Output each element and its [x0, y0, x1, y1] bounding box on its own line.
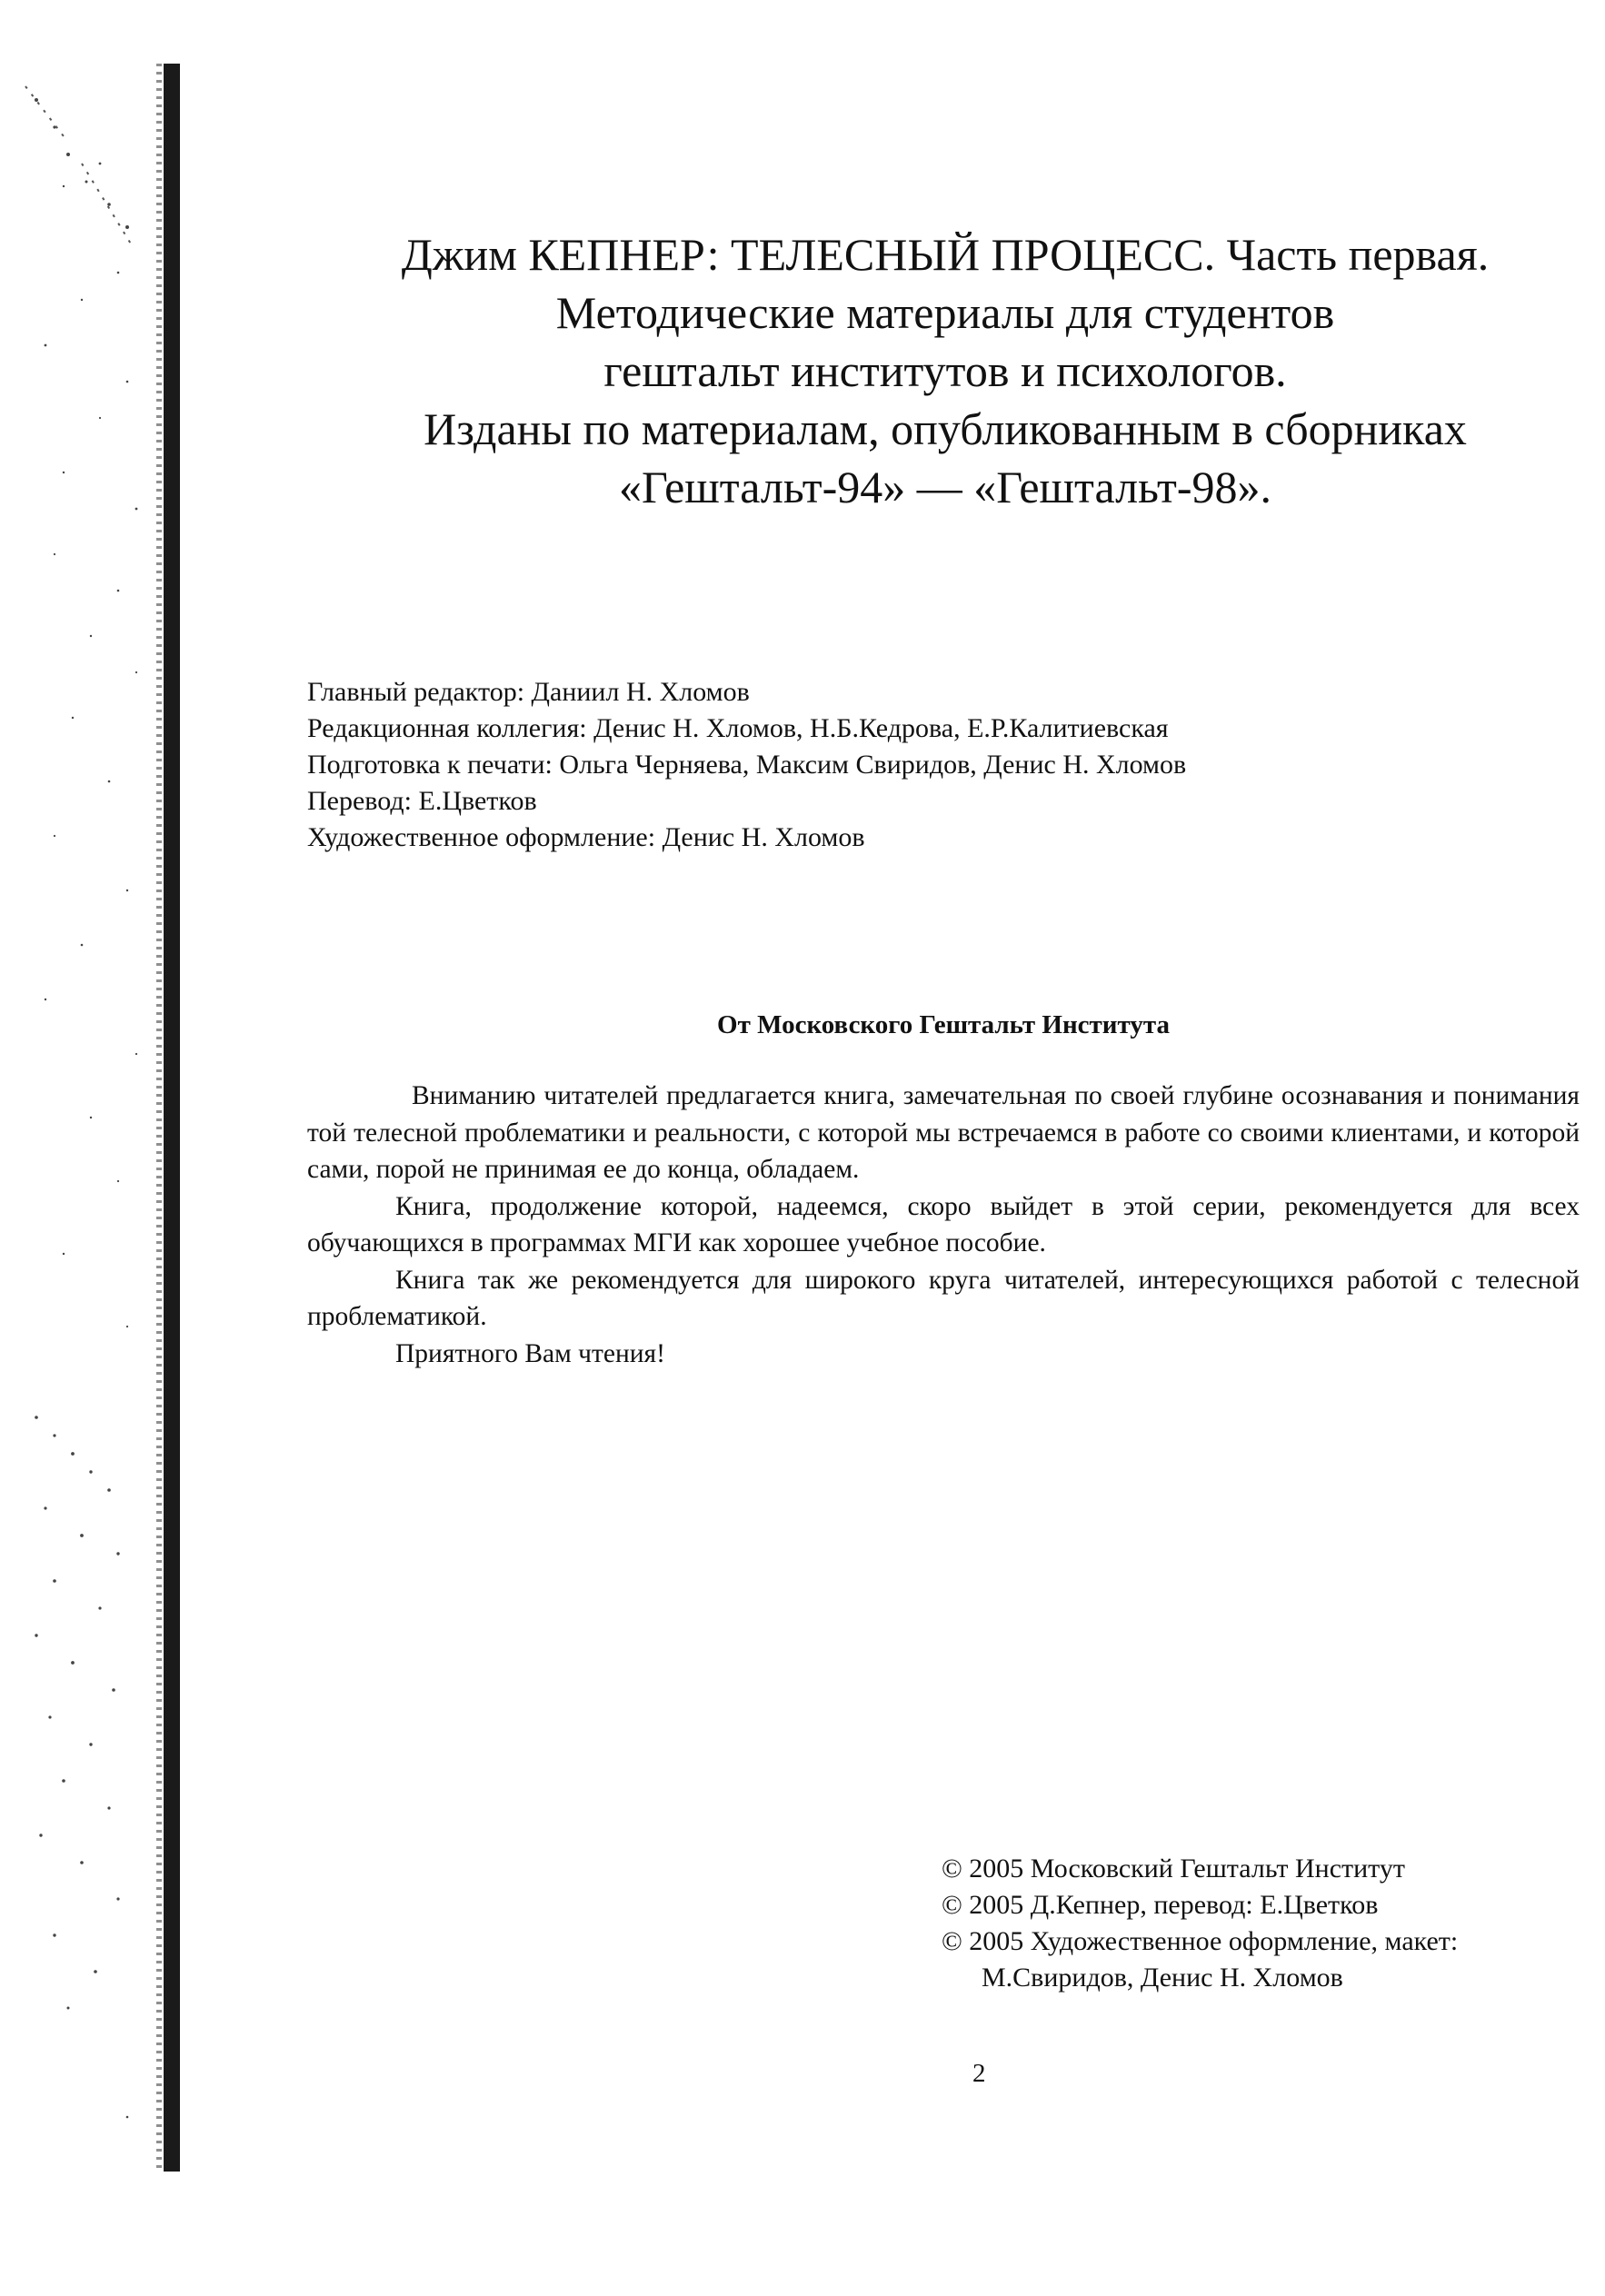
foreword-paragraph: Книга так же рекомендуется для широкого круга читателей, интересующихся работой с телесной проблематикой.	[307, 1265, 1580, 1331]
credit-prepress: Подготовка к печати: Ольга Черняева, Максим Свиридов, Денис Н. Хломов	[307, 750, 1187, 780]
editorial-credits	[307, 674, 1580, 856]
credit-editor-in-chief: Главный редактор: Даниил Н. Хломов	[307, 677, 750, 707]
title-line: Джим КЕПНЕР: ТЕЛЕСНЫЙ ПРОЦЕСС. Часть первая.	[401, 229, 1490, 280]
title-line: «Гештальт-94» — «Гештальт-98».	[619, 462, 1271, 512]
credit-translation: Перевод: Е.Цветков	[307, 786, 537, 816]
scan-binding-shadow	[164, 64, 180, 2172]
foreword-heading: От Московского Гештальт Института	[717, 1010, 1170, 1039]
foreword-body	[307, 1078, 1580, 1372]
page-number: 2	[972, 2059, 986, 2088]
foreword-paragraph: Приятного Вам чтения!	[395, 1338, 665, 1368]
copyright-line: © 2005 Д.Кепнер, перевод: Е.Цветков	[942, 1890, 1379, 1920]
copyright-line: © 2005 Московский Гештальт Институт	[942, 1854, 1405, 1884]
title-line: гештальт институтов и психологов.	[603, 345, 1287, 396]
title-line: Изданы по материалам, опубликованным в сборниках	[424, 403, 1467, 454]
copyright-line: М.Свиридов, Денис Н. Хломов	[982, 1963, 1343, 1993]
credit-editorial-board: Редакционная коллегия: Денис Н. Хломов, Н.Б.Кедрова, Е.Р.Калитиевская	[307, 713, 1169, 743]
credit-art-design: Художественное оформление: Денис Н. Хломов	[307, 822, 865, 852]
document-title	[300, 225, 1590, 516]
scan-noise-speckles	[0, 0, 159, 2296]
copyright-line: © 2005 Художественное оформление, макет:	[942, 1926, 1459, 1956]
foreword-paragraph: Вниманию читателей предлагается книга, замечательная по своей глубине осознавания и понимания той телесной проблематики и реальности, с которой мы встречаемся в работе со своими клиентами, и которой сами, порой не принимая ее до конца, обладаем.	[307, 1081, 1580, 1184]
copyright-block	[942, 1851, 1578, 1996]
foreword-paragraph: Книга, продолжение которой, надеемся, скоро выйдет в этой серии, рекомендуется для всех обучающихся в программах МГИ как хорошее учебное пособие.	[307, 1191, 1580, 1257]
title-line: Методические материалы для студентов	[555, 287, 1335, 338]
